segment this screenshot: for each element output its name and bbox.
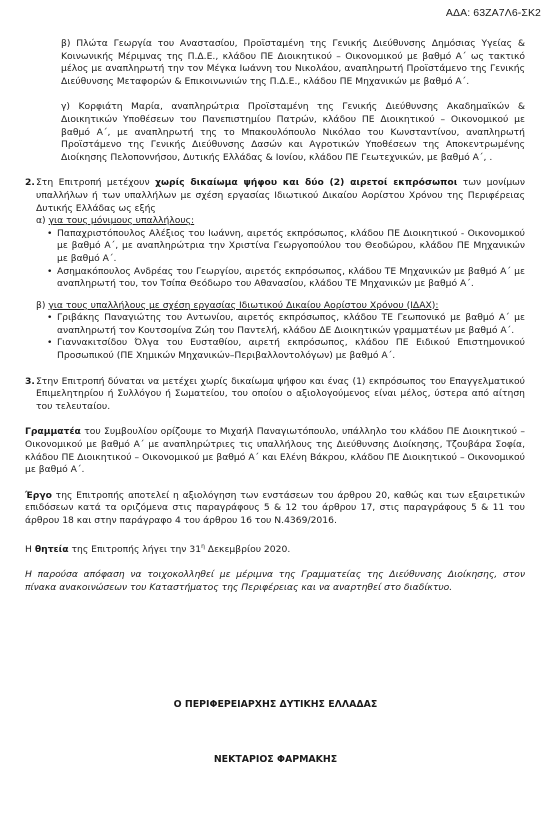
member-paragraph-c: γ) Κορφιάτη Μαρία, αναπληρώτρια Προϊσταμένη της Γενικής Διεύθυνσης Ακαδημαϊκών & Διοικητικών Υποθέσεων του Πανεπιστημίου Πατρών, κλάδου ΠΕ Διοικητικού – Οικονομικού με βαθμό Α΄, με αναπληρωτή της το Μπακουλόπουλο Νικόλαο του Κωνσταντίνου, αναπληρωτή Προϊστάμενο της Γενικής Διεύθυνσης Δασών και Αγροτικών Υποθέσεων της Αποκεντρωμένης Διοίκησης Πελοποννήσου, Δυτικής Ελλάδας & Ιονίου, κλάδου ΠΕ Γεωτεχνικών, με βαθμό Α΄, . (61, 101, 525, 163)
item-2-lead: Στη Επιτροπή μετέχουν (36, 177, 156, 189)
permanent-staff-heading: α) για τους μόνιμους υπαλλήλους: (36, 215, 195, 227)
member-paragraph-b: β) Πλώτα Γεωργία του Αναστασίου, Προϊσταμένη της Γενικής Διεύθυνσης Δημόσιας Υγείας & Κοινωνικής Μέριμνας της Π.Δ.Ε., κλάδου ΠΕ Διοικητικού – Οικονομικού με βαθμό Α΄ ως τακτικό μέλος με αναπληρωτή την τον Μέγκα Ιωάννη του Νικολάου, αναπληρωτή Προϊστάμενο της Γενικής Διεύθυνσης Μεταφορών & Επικοινωνιών της Π.Δ.Ε., κλάδου ΠΕ Μηχανικών με βαθμό Α΄. (61, 38, 525, 87)
item-2-bold: χωρίς δικαίωμα ψήφου και δύο (2) αιρετοί εκπρόσωποι (155, 177, 458, 189)
item-2 (25, 177, 525, 215)
item-3 (25, 376, 525, 414)
ada-code: ΑΔΑ: 63ΖΑ7Λ6-ΣΚ2 (445, 7, 541, 19)
list-item: • Γριβάκης Παναγιώτης του Αντωνίου, αιρετός εκπρόσωπος, κλάδου ΤΕ Γεωπονικό με βαθμό Α΄ με αναπληρωτή τον Κουτσομίνα Ζώη του Παντελή, κλάδου ΔΕ Διοικητικών γραμματέων με βαθμό Α΄. (47, 312, 525, 336)
signatory-name: ΝΕΚΤΑΡΙΟΣ ΦΑΡΜΑΚΗΣ (213, 754, 338, 765)
bullet-icon: • (47, 265, 53, 277)
list-item: • Παπαχριστόπουλος Αλέξιος του Ιωάννη, αιρετός εκπρόσωπος, κλάδου ΠΕ Διοικητικού - Οικονομικού με βαθμό Α΄, με αναπληρώτρια την Χριστίνα Γεωργοπούλου του Θεοδώρου, κλάδου ΠΕ Μηχανικών με βαθμό Α΄. (47, 227, 525, 264)
bullet-icon: • (47, 227, 53, 239)
document-body (25, 38, 525, 594)
bullet-icon: • (47, 312, 53, 324)
item-2-tail: των μονίμων υπαλλήλων ή των υπαλλήλων με σχέση εργασίας Ιδιωτικού Δικαίου Αορίστου Χρόνου της Περιφέρειας Δυτικής Ελλάδας ως εξής (36, 177, 525, 214)
list-item: • Γιαννακιτσίδου Όλγα του Ευσταθίου, αιρετή εκπρόσωπος, κλάδου ΠΕ Ειδικού Επιστημονικού Προσωπικού (ΠΕ Χημικών Μηχανικών–Περιβαλλοντολόγων) με βαθμό Α΄. (47, 337, 525, 362)
signatory-title: Ο ΠΕΡΙΦΕΡΕΙΑΡΧΗΣ ΔΥΤΙΚΗΣ ΕΛΛΑΔΑΣ (173, 699, 378, 710)
item-3-number: 3. (25, 375, 35, 387)
bullet-icon: • (47, 337, 53, 349)
term-paragraph: Η θητεία της Επιτροπής λήγει την $31^\eta$ Δεκεμβρίου 2020. (25, 542, 291, 555)
list-item: • Ασημακόπουλος Ανδρέας του Γεωργίου, αιρετός εκπρόσωπος, κλάδου ΤΕ Μηχανικών με βαθμό Α΄ με αναπληρωτή του, τον Τσίπα Θεόδωρο του Αθανασίου, κλάδου ΤΕ Μηχανικών με βαθμό Α΄. (47, 265, 525, 290)
item-2-number: 2. (25, 177, 35, 189)
idax-staff-heading: β) για τους υπαλλήλους με σχέση εργασίας Ιδιωτικού Δικαίου Αορίστου Χρόνου (ΙΔΑΧ): (36, 299, 439, 311)
secretary-paragraph: Γραμματέα του Συμβουλίου ορίζουμε το Μιχαήλ Παναγιωτόπουλο, υπάλληλο του κλάδου ΠΕ Διοικητικού – Οικονομικού με βαθμό Α΄ με αναπληρώτριες τις υπαλλήλους της Διεύθυνσης Διοίκησης, Τζουβάρα Σοφία, κλάδου ΠΕ Διοικητικού – Οικονομικού με βαθμό Α΄ και Ελένη Βάκρου, κλάδου ΠΕ Διοικητικού – Οικονομικού με βαθμό Α΄. (25, 426, 525, 476)
item-3-text: Στην Επιτροπή δύναται να μετέχει χωρίς δικαίωμα ψήφου και ένας (1) εκπρόσωπος του Επαγγελματικού Επιμελητηρίου ή Συλλόγου ή Σωματείου, του οποίου ο αξιολογούμενος είναι μέλος, ύστερα από αίτηση του τελευταίου. (36, 375, 525, 412)
work-paragraph: Έργο της Επιτροπής αποτελεί η αξιολόγηση των ενστάσεων του άρθρου 20, καθώς και των εξαιρετικών επιδόσεων κατά τα οριζόμενα στις παραγράφους 5 & 12 του άρθρου 17, στις παραγράφους 5 & 11 του άρθρου 18 και στην παράγραφο 4 του άρθρου 16 του Ν.4369/2016. (25, 489, 525, 526)
posting-notice: Η παρούσα απόφαση να τοιχοκολληθεί με μέριμνα της Γραμματείας της Διεύθυνσης Διοίκησης, στον πίνακα ανακοινώσεων του Καταστήματος της Περιφέρειας και να αναρτηθεί στο διαδίκτυο. (25, 569, 525, 593)
